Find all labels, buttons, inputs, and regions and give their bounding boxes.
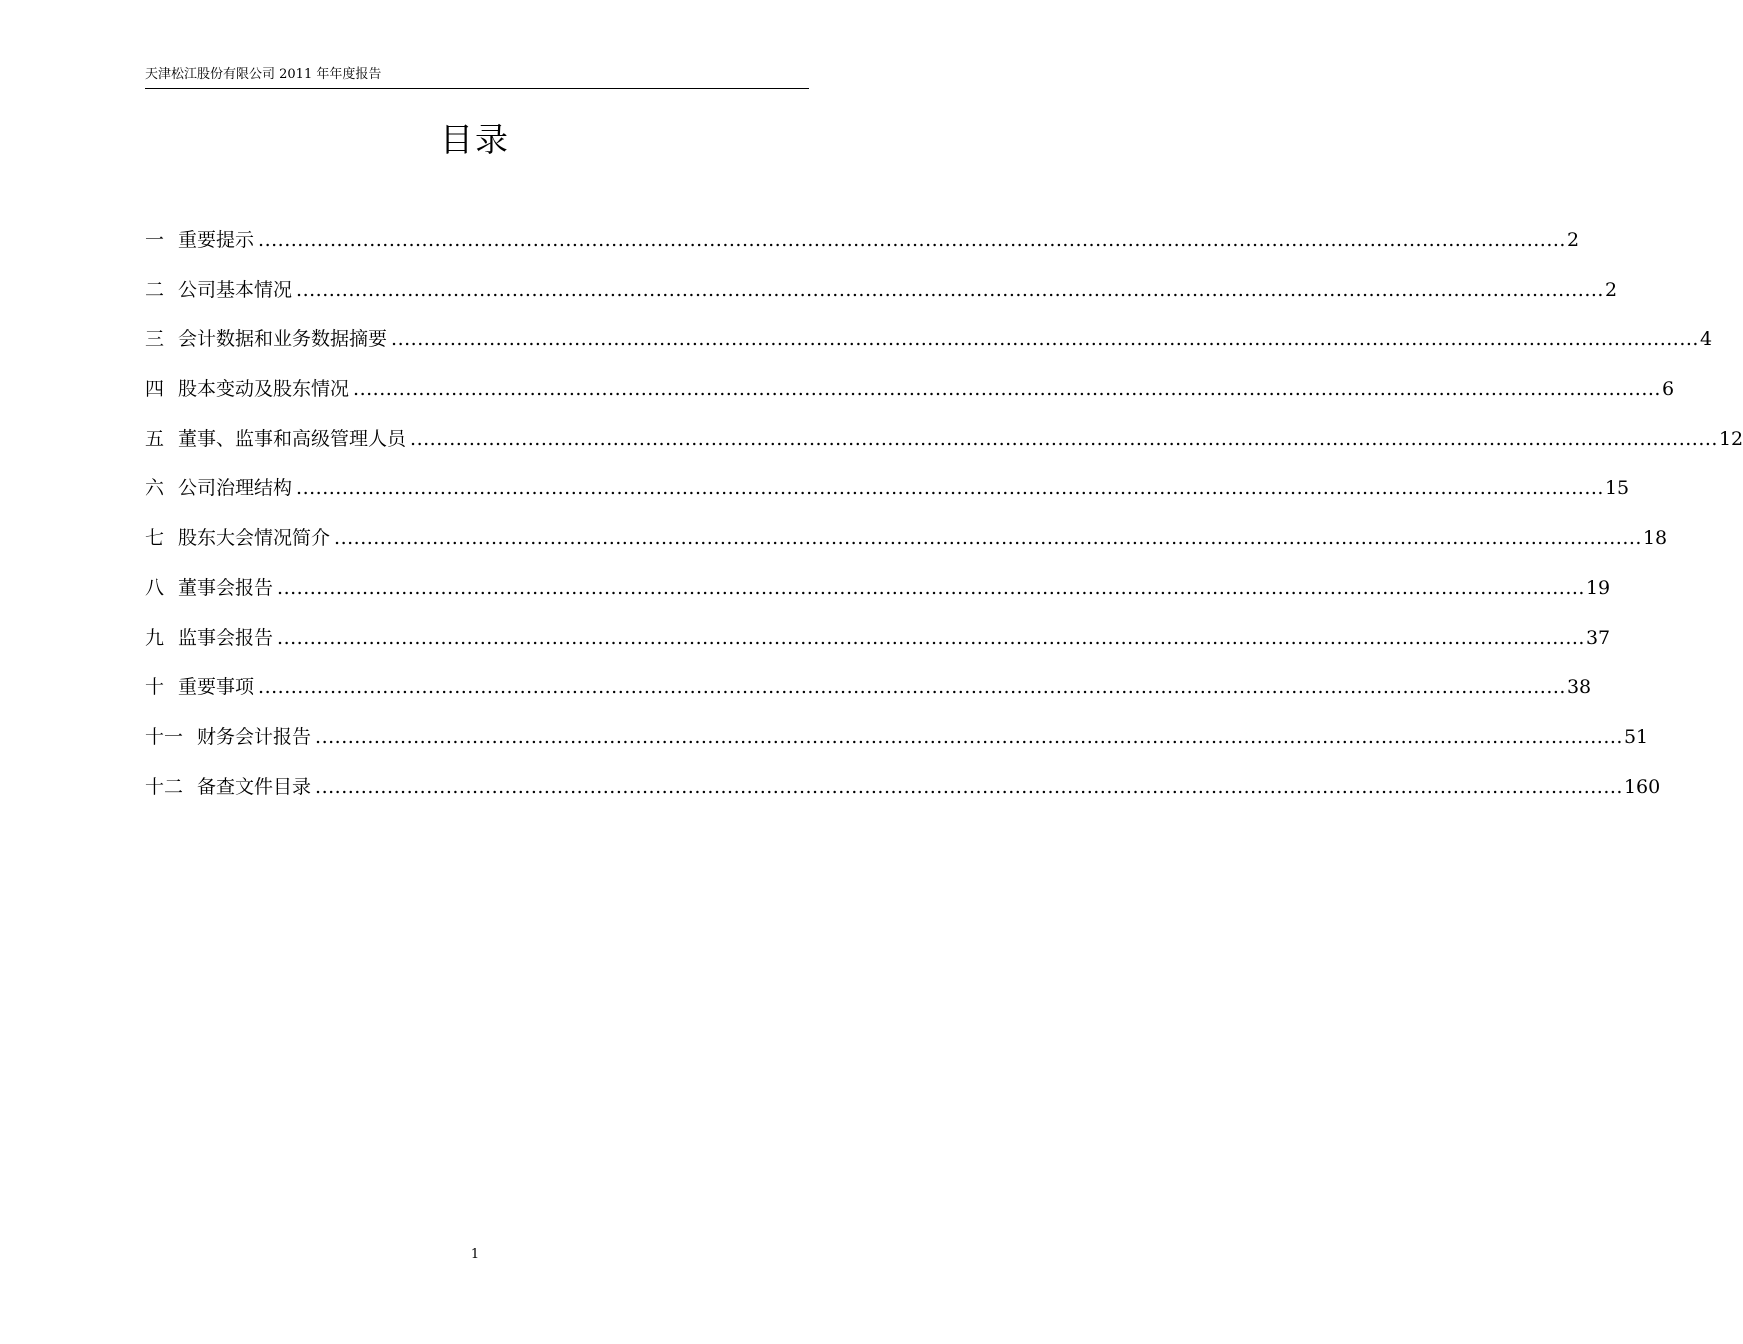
toc-entry[interactable] <box>145 524 1668 574</box>
toc-entry-number: 四 <box>145 378 165 401</box>
toc-entry[interactable] <box>145 325 1713 375</box>
toc-leader-dots: ........................................................................................................................................................................................................ <box>277 626 1585 649</box>
toc-leader-dots: ........................................................................................................................................................................................................ <box>334 527 1642 550</box>
page-footer <box>0 1246 950 1264</box>
toc-entry-page: 4 <box>1699 328 1713 351</box>
page-number: 1 <box>470 1247 480 1262</box>
toc-entry-page: 160 <box>1623 775 1661 798</box>
toc-entry[interactable] <box>145 624 1611 674</box>
toc-entry[interactable] <box>145 425 1743 475</box>
toc-entry-label: 监事会报告 <box>178 626 274 649</box>
toc-entry[interactable] <box>145 773 1661 823</box>
toc-entry-number: 五 <box>145 427 165 450</box>
toc-leader-dots: ........................................................................................................................................................................................................ <box>410 427 1718 450</box>
toc-entry[interactable] <box>145 375 1675 425</box>
toc-leader-dots: ........................................................................................................................................................................................................ <box>258 229 1566 251</box>
toc-entry-number: 十 <box>145 676 165 699</box>
toc-entry-label: 备查文件目录 <box>197 775 312 798</box>
toc-entry[interactable] <box>145 574 1611 624</box>
toc-leader-dots: ........................................................................................................................................................................................................ <box>353 378 1661 401</box>
toc-entry[interactable] <box>145 673 1592 723</box>
toc-entry-page: 2 <box>1566 229 1580 251</box>
toc-entry-page: 12 <box>1718 427 1743 450</box>
toc-entry-number: 十一 <box>145 725 184 748</box>
toc-entry-number: 七 <box>145 527 165 550</box>
toc-entry-page: 18 <box>1642 527 1668 550</box>
toc-entry-page: 15 <box>1604 477 1630 500</box>
toc-leader-dots: ........................................................................................................................................................................................................ <box>315 775 1623 798</box>
toc-entry-label: 重要事项 <box>178 676 255 699</box>
toc-entry-label: 财务会计报告 <box>197 725 312 748</box>
toc-entry-label: 公司基本情况 <box>178 278 293 301</box>
toc-entry-label: 股东大会情况简介 <box>178 527 331 550</box>
toc-entry-label: 公司治理结构 <box>178 477 293 500</box>
toc-entry-number: 二 <box>145 278 165 301</box>
page-header <box>145 66 809 89</box>
toc-entry-page: 6 <box>1661 378 1675 401</box>
toc-entry[interactable] <box>145 276 1618 326</box>
toc-entry[interactable] <box>145 226 1580 276</box>
toc-entry-page: 38 <box>1566 676 1592 699</box>
toc-entry-number: 八 <box>145 576 165 599</box>
toc-entry[interactable] <box>145 723 1649 773</box>
toc-entry-number: 九 <box>145 626 165 649</box>
toc-leader-dots: ........................................................................................................................................................................................................ <box>391 328 1699 351</box>
toc-entry-label: 股本变动及股东情况 <box>178 378 350 401</box>
toc-leader-dots: ........................................................................................................................................................................................................ <box>315 725 1623 748</box>
toc-entry-page: 2 <box>1604 278 1618 301</box>
table-of-contents <box>145 226 1743 822</box>
toc-entry-label: 重要提示 <box>178 229 255 251</box>
toc-entry[interactable] <box>145 474 1630 524</box>
toc-entry-page: 51 <box>1623 725 1649 748</box>
toc-leader-dots: ........................................................................................................................................................................................................ <box>277 576 1585 599</box>
toc-entry-number: 十二 <box>145 775 184 798</box>
toc-leader-dots: ........................................................................................................................................................................................................ <box>296 477 1604 500</box>
toc-entry-page: 37 <box>1585 626 1611 649</box>
toc-entry-label: 董事会报告 <box>178 576 274 599</box>
toc-entry-number: 三 <box>145 328 165 351</box>
toc-leader-dots: ........................................................................................................................................................................................................ <box>296 278 1604 301</box>
toc-entry-page: 19 <box>1585 576 1611 599</box>
toc-entry-number: 六 <box>145 477 165 500</box>
toc-entry-label: 董事、监事和高级管理人员 <box>178 427 407 450</box>
header-text: 天津松江股份有限公司 2011 年年度报告 <box>145 67 382 82</box>
toc-entry-label: 会计数据和业务数据摘要 <box>178 328 388 351</box>
toc-entry-number: 一 <box>145 229 165 251</box>
toc-leader-dots: ........................................................................................................................................................................................................ <box>258 676 1566 699</box>
page-title: 目录 <box>440 120 510 159</box>
